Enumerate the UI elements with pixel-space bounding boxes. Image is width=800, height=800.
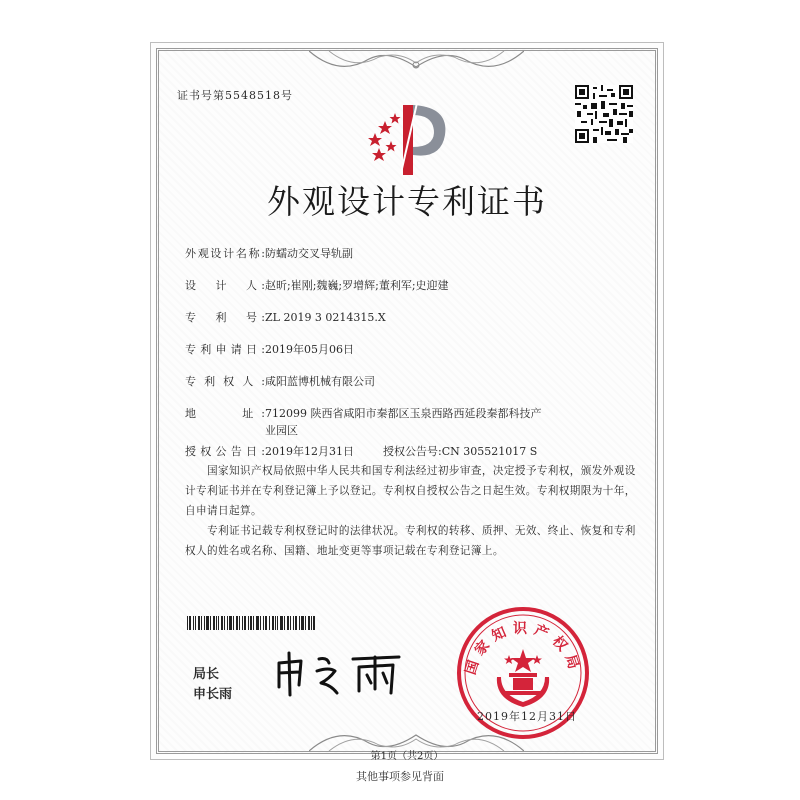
field-label: 专利申请日: [185,343,265,356]
certificate-number: 证书号第5548518号 [177,89,293,102]
field-label: 地 址: [185,407,265,420]
field-value: 712099 陕西省咸阳市秦都区玉泉西路西延段秦都科技产 [265,407,542,420]
top-ornament [309,49,524,79]
field-label: 设 计 人: [185,279,265,292]
legal-status-paragraph: 专利证书记载专利权登记时的法律状况。专利权的转移、质押、无效、终止、恢复和专利权人的姓名或名称、国籍、地址变更等事项记载在专利登记簿上。 [185,525,636,557]
field-label: 外观设计名称: [185,247,265,260]
field-value: ZL 2019 3 0214315.X [265,311,386,324]
svg-text:国家知识产权局 [462,620,583,677]
qr-code [575,85,633,143]
issue-date: 2019年12月31日 [477,710,577,723]
barcode [187,616,315,630]
field-design-name [185,245,353,261]
field-address-continued: 业园区 [265,424,298,437]
field-value: 咸阳蓝博机械有限公司 [265,375,375,388]
field-value: CN 305521017 S [441,445,538,458]
certificate-title: 外观设计专利证书 [267,182,547,221]
signatory-title: 局长 [193,667,220,682]
field-application-date [185,341,354,357]
cnipa-logo-icon [357,93,457,183]
field-patent-number [185,309,386,325]
footer-note: 其他事项参见背面 [356,770,444,783]
handwritten-signature [271,649,411,699]
grant-statement-paragraph: 国家知识产权局依照中华人民共和国专利法经过初步审查，决定授予专利权，颁发外观设计专利证书并在专利登记簿上予以登记。专利权自授权公告之日起生效。专利权期限为十年，自申请日起算。 [185,465,636,517]
field-label: 授权公告号: [383,445,442,458]
certificate-border [156,48,658,762]
field-label: 授权公告日: [185,445,265,458]
seal-text: 国家知识产权局 [462,621,584,677]
page-number: 第1页（共2页） [370,751,444,762]
field-value: 防蠕动交叉导轨副 [265,247,353,260]
field-value: 2019年05月06日 [265,343,354,356]
field-designers [185,277,449,293]
field-address [185,405,542,421]
field-label: 专 利 号: [185,311,265,324]
field-value: 赵昕;崔刚;魏巍;罗增辉;董利军;史迎建 [265,279,449,292]
signatory-name: 申长雨 [193,687,233,702]
field-label: 专利权人: [185,375,265,388]
certificate-page [150,42,664,760]
field-grant-date [185,443,537,459]
field-patentee [185,373,375,389]
field-value: 2019年12月31日 [265,445,354,458]
